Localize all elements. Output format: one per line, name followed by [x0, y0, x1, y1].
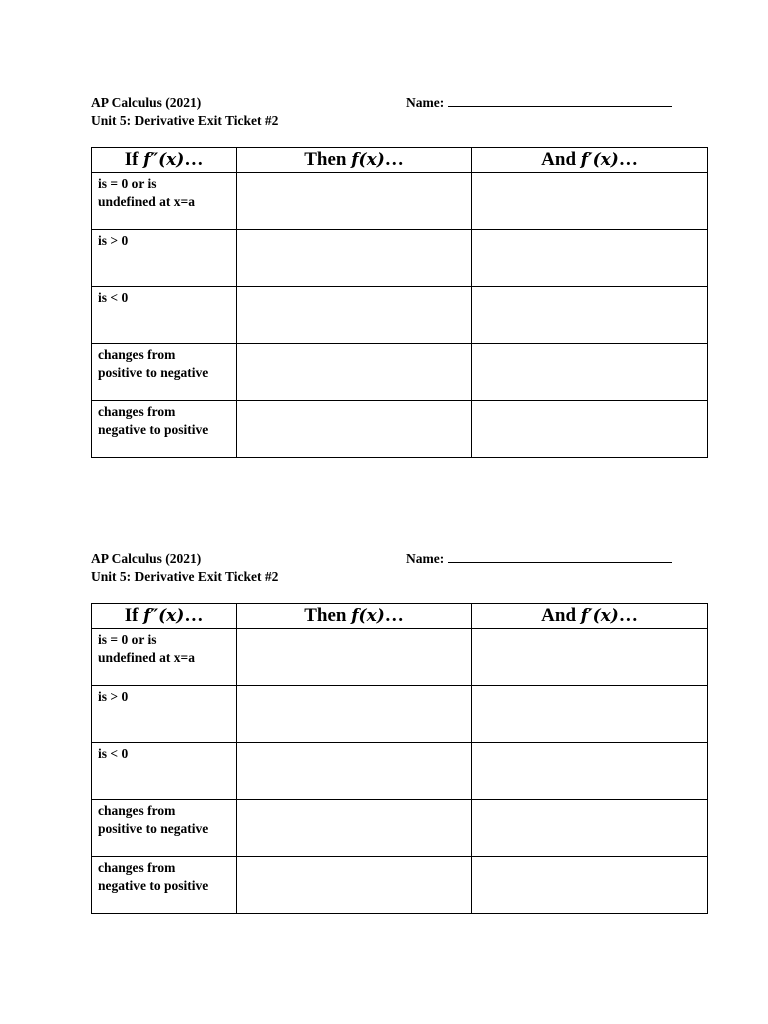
answer-cell-function[interactable]	[237, 230, 472, 287]
answer-cell-function[interactable]	[237, 743, 472, 800]
header-first-derivative: And f′(x)…	[472, 604, 708, 629]
exit-ticket-1	[91, 94, 707, 437]
condition-cell: changes from positive to negative	[92, 800, 237, 857]
table-header-row	[92, 148, 708, 173]
name-blank-line[interactable]	[448, 550, 672, 563]
answer-cell-first-derivative[interactable]	[472, 686, 708, 743]
table-row	[92, 686, 708, 743]
table-row	[92, 401, 708, 458]
header-function: Then f(x)…	[237, 604, 472, 629]
answer-cell-first-derivative[interactable]	[472, 857, 708, 914]
table-row	[92, 344, 708, 401]
table-row	[92, 173, 708, 230]
table-row	[92, 287, 708, 344]
name-field[interactable]	[406, 94, 672, 112]
table-row	[92, 629, 708, 686]
name-label: Name:	[406, 95, 445, 110]
condition-cell: is > 0	[92, 686, 237, 743]
header-function: Then f(x)…	[237, 148, 472, 173]
answer-cell-function[interactable]	[237, 173, 472, 230]
condition-cell: changes from negative to positive	[92, 401, 237, 458]
condition-cell: is < 0	[92, 743, 237, 800]
exit-ticket-2	[91, 550, 707, 893]
table-row	[92, 800, 708, 857]
ticket-header	[91, 550, 707, 588]
unit-title: Unit 5: Derivative Exit Ticket #2	[91, 113, 279, 128]
answer-cell-first-derivative[interactable]	[472, 287, 708, 344]
table-header-row	[92, 604, 708, 629]
answer-cell-first-derivative[interactable]	[472, 230, 708, 287]
condition-cell: is = 0 or is undefined at x=a	[92, 173, 237, 230]
table-row	[92, 743, 708, 800]
header-second-derivative: If f″(x)…	[92, 148, 237, 173]
answer-cell-first-derivative[interactable]	[472, 344, 708, 401]
condition-cell: is = 0 or is undefined at x=a	[92, 629, 237, 686]
answer-cell-first-derivative[interactable]	[472, 743, 708, 800]
condition-cell: changes from negative to positive	[92, 857, 237, 914]
name-field[interactable]	[406, 550, 672, 568]
answer-cell-function[interactable]	[237, 800, 472, 857]
ticket-header	[91, 94, 707, 132]
answer-cell-function[interactable]	[237, 401, 472, 458]
condition-cell: is < 0	[92, 287, 237, 344]
condition-cell: is > 0	[92, 230, 237, 287]
table-row	[92, 230, 708, 287]
name-blank-line[interactable]	[448, 94, 672, 107]
condition-cell: changes from positive to negative	[92, 344, 237, 401]
answer-cell-first-derivative[interactable]	[472, 800, 708, 857]
derivative-table	[91, 603, 708, 914]
unit-title: Unit 5: Derivative Exit Ticket #2	[91, 569, 279, 584]
answer-cell-function[interactable]	[237, 629, 472, 686]
header-first-derivative: And f′(x)…	[472, 148, 708, 173]
derivative-table	[91, 147, 708, 458]
name-label: Name:	[406, 551, 445, 566]
answer-cell-first-derivative[interactable]	[472, 401, 708, 458]
answer-cell-function[interactable]	[237, 344, 472, 401]
header-second-derivative: If f″(x)…	[92, 604, 237, 629]
answer-cell-function[interactable]	[237, 287, 472, 344]
answer-cell-first-derivative[interactable]	[472, 173, 708, 230]
table-row	[92, 857, 708, 914]
answer-cell-function[interactable]	[237, 857, 472, 914]
course-title: AP Calculus (2021)	[91, 95, 202, 110]
course-title: AP Calculus (2021)	[91, 551, 202, 566]
answer-cell-function[interactable]	[237, 686, 472, 743]
answer-cell-first-derivative[interactable]	[472, 629, 708, 686]
